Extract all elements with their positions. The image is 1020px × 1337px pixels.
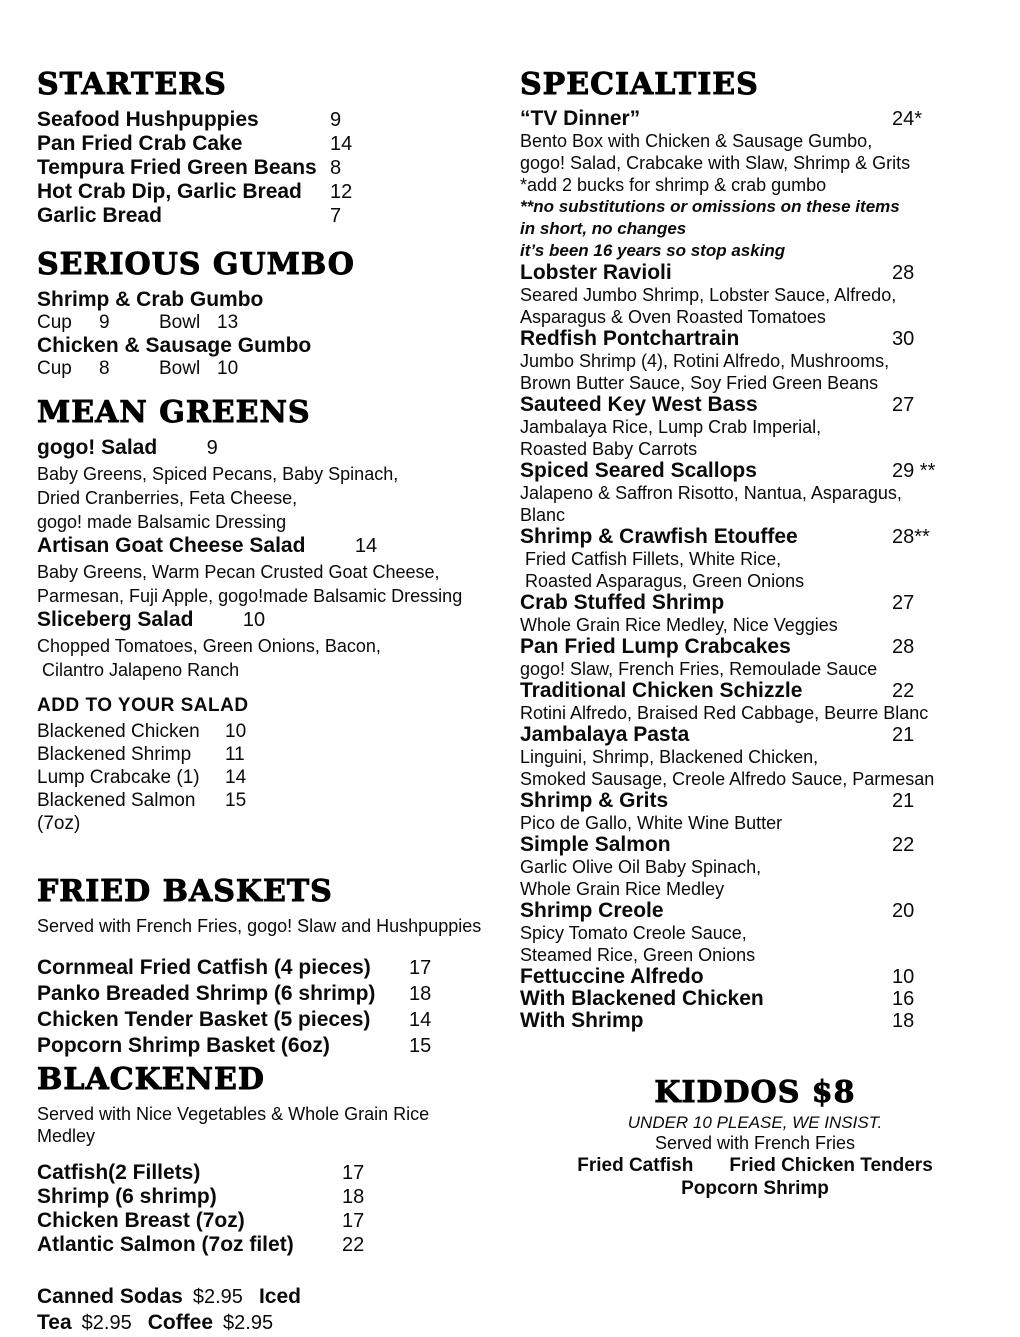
section-title-blackened: BLACKENED <box>37 1062 265 1097</box>
item-desc-line: Pico de Gallo, White Wine Butter <box>520 813 783 833</box>
starters-list <box>37 108 492 228</box>
kiddos-item: Popcorn Shrimp <box>681 1178 829 1199</box>
item-desc-line: Roasted Asparagus, Green Onions <box>520 571 805 591</box>
item-price: 11 <box>225 744 245 765</box>
item-price: 24* <box>892 108 923 130</box>
item-name: Redfish Pontchartrain <box>520 327 740 350</box>
menu-item-row <box>37 204 492 228</box>
menu-item-row <box>37 436 492 462</box>
section-title-specialties: SPECIALTIES <box>520 67 759 102</box>
menu-item-row <box>37 743 492 766</box>
drink-price: $2.95 <box>223 1312 274 1334</box>
item-name: Seafood Hushpuppies <box>37 108 259 131</box>
item-name: Blackened Chicken <box>37 721 200 742</box>
menu-item-row <box>37 955 492 981</box>
add-salad-title: ADD TO YOUR SALAD <box>37 695 249 716</box>
item-name: Atlantic Salmon (7oz filet) <box>37 1233 294 1256</box>
item-price: 17 <box>342 1210 365 1232</box>
item-desc-line: Seared Jumbo Shrimp, Lobster Sauce, Alfredo, <box>520 285 897 305</box>
item-desc-line: Smoked Sausage, Creole Alfredo Sauce, Parmesan <box>520 769 935 789</box>
item-note-line: in short, no changes <box>520 219 687 238</box>
section-blackened <box>37 1063 492 1257</box>
item-name: gogo! Salad <box>37 436 158 459</box>
item-desc-line: Whole Grain Rice Medley, Nice Veggies <box>520 615 838 635</box>
item-desc-line: Linguini, Shrimp, Blackened Chicken, <box>520 747 819 767</box>
item-desc-line: Cilantro Jalapeno Ranch <box>37 660 240 680</box>
menu-item-row <box>520 680 990 702</box>
drink-name: Coffee <box>147 1311 214 1334</box>
menu-item-row <box>37 534 492 560</box>
section-add-salad <box>37 694 492 835</box>
item-price: 28 <box>892 262 915 284</box>
section-greens <box>37 396 492 682</box>
menu-item-row <box>37 608 492 634</box>
item-desc-line: Bento Box with Chicken & Sausage Gumbo, <box>520 131 873 151</box>
menu-item-row <box>37 981 492 1007</box>
item-price: 14 <box>225 767 247 788</box>
item-price: 18 <box>342 1186 365 1208</box>
menu-item-row <box>520 966 990 988</box>
item-name: Shrimp & Grits <box>520 789 669 812</box>
item-price: 22 <box>342 1234 365 1256</box>
item-price: 9 <box>330 109 342 131</box>
item-desc-line: Rotini Alfredo, Braised Red Cabbage, Beurre Blanc <box>520 703 929 723</box>
cup-price: 8 <box>99 358 110 379</box>
menu-item-row <box>520 108 990 130</box>
menu-item-row <box>520 834 990 856</box>
item-price: 9 <box>206 437 218 459</box>
bowl-label: Bowl <box>159 312 201 333</box>
drink-price: $2.95 <box>81 1312 132 1334</box>
item-name: Artisan Goat Cheese Salad <box>37 534 306 557</box>
item-desc-line: Jalapeno & Saffron Risotto, Nantua, Asparagus, <box>520 483 902 503</box>
section-subtitle: Served with French Fries, gogo! Slaw and Hushpuppies <box>37 916 482 936</box>
item-name: Chicken Tender Basket (5 pieces) <box>37 1008 371 1031</box>
item-price: 17 <box>342 1162 365 1184</box>
item-desc-line: Dried Cranberries, Feta Cheese, <box>37 488 298 508</box>
item-price: 14 <box>354 535 378 557</box>
item-desc-line: Whole Grain Rice Medley <box>520 879 725 899</box>
menu-item-row <box>520 592 990 614</box>
item-price: 17 <box>409 957 432 979</box>
menu-item-row <box>520 790 990 812</box>
cup-price: 9 <box>99 312 110 333</box>
item-price: 20 <box>892 900 915 922</box>
item-name: Crab Stuffed Shrimp <box>520 591 725 614</box>
section-title-starters: STARTERS <box>37 67 227 102</box>
item-price: 15 <box>225 790 247 811</box>
item-price: 22 <box>892 834 915 856</box>
item-name: Garlic Bread <box>37 204 162 227</box>
item-name: Lump Crabcake (1) <box>37 767 200 788</box>
item-desc-line: Spicy Tomato Creole Sauce, <box>520 923 747 943</box>
item-name: With Blackened Chicken <box>520 987 764 1010</box>
item-name: Chicken & Sausage Gumbo <box>37 334 312 357</box>
item-name: Hot Crab Dip, Garlic Bread <box>37 180 302 203</box>
specialties-list <box>520 108 990 1032</box>
bowl-label: Bowl <box>159 358 201 379</box>
item-price: 16 <box>892 988 915 1010</box>
menu-item-row <box>520 636 990 658</box>
cup-label: Cup <box>37 358 72 379</box>
item-desc-line: *add 2 bucks for shrimp & crab gumbo <box>520 175 827 195</box>
item-price: 18 <box>409 983 432 1005</box>
item-name: “TV Dinner” <box>520 107 641 130</box>
menu-item-row <box>520 262 990 284</box>
section-subtitle: Served with Nice Vegetables & Whole Grain Rice Medley <box>37 1104 430 1146</box>
fried-list <box>37 955 492 1059</box>
menu-item-row <box>37 1233 492 1257</box>
section-gumbo <box>37 248 492 380</box>
item-name: Traditional Chicken Schizzle <box>520 679 803 702</box>
bowl-price: 10 <box>217 358 239 379</box>
item-price: 21 <box>892 790 915 812</box>
add-salad-list <box>37 720 492 835</box>
item-price: 27 <box>892 394 915 416</box>
item-desc-line: Asparagus & Oven Roasted Tomatoes <box>520 307 826 327</box>
item-name: Chicken Breast (7oz) <box>37 1209 245 1232</box>
menu-item-row <box>37 1209 492 1233</box>
kiddos-item: Fried Catfish <box>577 1155 694 1176</box>
gumbo-size-row <box>37 357 492 380</box>
item-name: Blackened Shrimp <box>37 744 192 765</box>
item-price: 29 ** <box>892 460 936 482</box>
menu-item-row <box>37 1161 492 1185</box>
item-price: 15 <box>409 1035 432 1057</box>
cup-label: Cup <box>37 312 72 333</box>
item-name: Cornmeal Fried Catfish (4 pieces) <box>37 956 371 979</box>
section-title-kiddos: KIDDOS $8 <box>654 1075 856 1110</box>
menu-item-row <box>37 1033 492 1059</box>
menu-item-row <box>37 156 492 180</box>
section-kiddos <box>520 1076 990 1200</box>
item-name: Fettuccine Alfredo <box>520 965 704 988</box>
item-desc-line: Baby Greens, Warm Pecan Crusted Goat Cheese, <box>37 562 440 582</box>
drink-name: Canned Sodas <box>37 1285 183 1308</box>
item-price: 12 <box>330 181 353 203</box>
menu-item-row <box>37 1185 492 1209</box>
item-price: 10 <box>242 609 266 631</box>
item-price: 28** <box>892 526 930 548</box>
drink-name: Iced Tea <box>37 1285 301 1334</box>
item-note-line: **no substitutions or omissions on these items <box>520 197 900 216</box>
menu-item-row <box>520 988 990 1010</box>
section-fried-baskets <box>37 875 492 1059</box>
item-name: Shrimp & Crawfish Etouffee <box>520 525 798 548</box>
item-price: 7 <box>330 205 342 227</box>
item-desc-line: Baby Greens, Spiced Pecans, Baby Spinach, <box>37 464 399 484</box>
item-desc-line: Steamed Rice, Green Onions <box>520 945 756 965</box>
item-desc-line: Blanc <box>520 505 566 525</box>
item-price: 18 <box>892 1010 915 1032</box>
menu-item-row <box>520 1010 990 1032</box>
drinks-row <box>37 1285 492 1337</box>
menu-right-column <box>520 68 990 1200</box>
item-name: Jambalaya Pasta <box>520 723 690 746</box>
item-name: Pan Fried Lump Crabcakes <box>520 635 791 658</box>
item-price: 27 <box>892 592 915 614</box>
item-price: 30 <box>892 328 915 350</box>
kiddos-note: UNDER 10 PLEASE, WE INSIST. <box>627 1113 883 1132</box>
item-name: Panko Breaded Shrimp (6 shrimp) <box>37 982 376 1005</box>
item-price: 22 <box>892 680 915 702</box>
item-desc-line: Jumbo Shrimp (4), Rotini Alfredo, Mushrooms, <box>520 351 890 371</box>
item-price: 21 <box>892 724 915 746</box>
item-name: Shrimp & Crab Gumbo <box>37 288 264 311</box>
item-desc-line: Fried Catfish Fillets, White Rice, <box>520 549 782 569</box>
menu-item-row <box>520 394 990 416</box>
blackened-list <box>37 1161 492 1257</box>
kiddos-items-row <box>520 1154 990 1177</box>
greens-list <box>37 436 492 682</box>
kiddos-item: Fried Chicken Tenders <box>729 1155 933 1176</box>
gumbo-size-row <box>37 311 492 334</box>
menu-item-row <box>37 180 492 204</box>
item-name: Sliceberg Salad <box>37 608 194 631</box>
menu-left-column <box>37 68 492 1337</box>
item-desc-line: Chopped Tomatoes, Green Onions, Bacon, <box>37 636 381 656</box>
section-title-greens: MEAN GREENS <box>37 395 311 430</box>
menu-item-row <box>37 108 492 132</box>
item-desc-line: gogo! made Balsamic Dressing <box>37 512 287 532</box>
item-note-line: it’s been 16 years so stop asking <box>520 241 786 260</box>
item-name: Blackened Salmon (7oz) <box>37 790 196 834</box>
section-title-gumbo: SERIOUS GUMBO <box>37 247 355 282</box>
item-name: Simple Salmon <box>520 833 671 856</box>
item-price: 28 <box>892 636 915 658</box>
menu-item-row <box>37 1007 492 1033</box>
item-name: Shrimp (6 shrimp) <box>37 1185 217 1208</box>
item-name: Tempura Fried Green Beans <box>37 156 317 179</box>
item-name: Pan Fried Crab Cake <box>37 132 243 155</box>
item-price: 10 <box>892 966 915 988</box>
item-price: 14 <box>330 133 353 155</box>
menu-item-row <box>520 328 990 350</box>
menu-item-row <box>520 724 990 746</box>
section-title-fried: FRIED BASKETS <box>37 874 333 909</box>
item-name: Popcorn Shrimp Basket (6oz) <box>37 1034 330 1057</box>
menu-item-row <box>37 720 492 743</box>
item-name: Sauteed Key West Bass <box>520 393 758 416</box>
item-price: 14 <box>409 1009 432 1031</box>
item-desc-line: Roasted Baby Carrots <box>520 439 698 459</box>
item-name: Catfish(2 Fillets) <box>37 1161 201 1184</box>
item-name: Spiced Seared Scallops <box>520 459 757 482</box>
item-desc-line: Garlic Olive Oil Baby Spinach, <box>520 857 762 877</box>
item-desc-line: gogo! Salad, Crabcake with Slaw, Shrimp & Grits <box>520 153 911 173</box>
item-name: With Shrimp <box>520 1009 644 1032</box>
bowl-price: 13 <box>217 312 239 333</box>
item-price: 10 <box>225 721 247 742</box>
item-desc-line: gogo! Slaw, French Fries, Remoulade Sauce <box>520 659 878 679</box>
item-desc-line: Brown Butter Sauce, Soy Fried Green Beans <box>520 373 879 393</box>
menu-item-row <box>37 132 492 156</box>
item-desc-line: Parmesan, Fuji Apple, gogo!made Balsamic Dressing <box>37 586 463 606</box>
item-price: 8 <box>330 157 342 179</box>
kiddos-subtitle: Served with French Fries <box>654 1133 856 1153</box>
menu-item-row <box>37 766 492 789</box>
item-name: Shrimp Creole <box>520 899 664 922</box>
menu-item-row <box>520 900 990 922</box>
drink-price: $2.95 <box>192 1286 243 1308</box>
item-name: Lobster Ravioli <box>520 261 672 284</box>
menu-item-row <box>520 526 990 548</box>
menu-item-row <box>37 789 492 835</box>
menu-item-row <box>520 460 990 482</box>
item-desc-line: Jambalaya Rice, Lump Crab Imperial, <box>520 417 822 437</box>
